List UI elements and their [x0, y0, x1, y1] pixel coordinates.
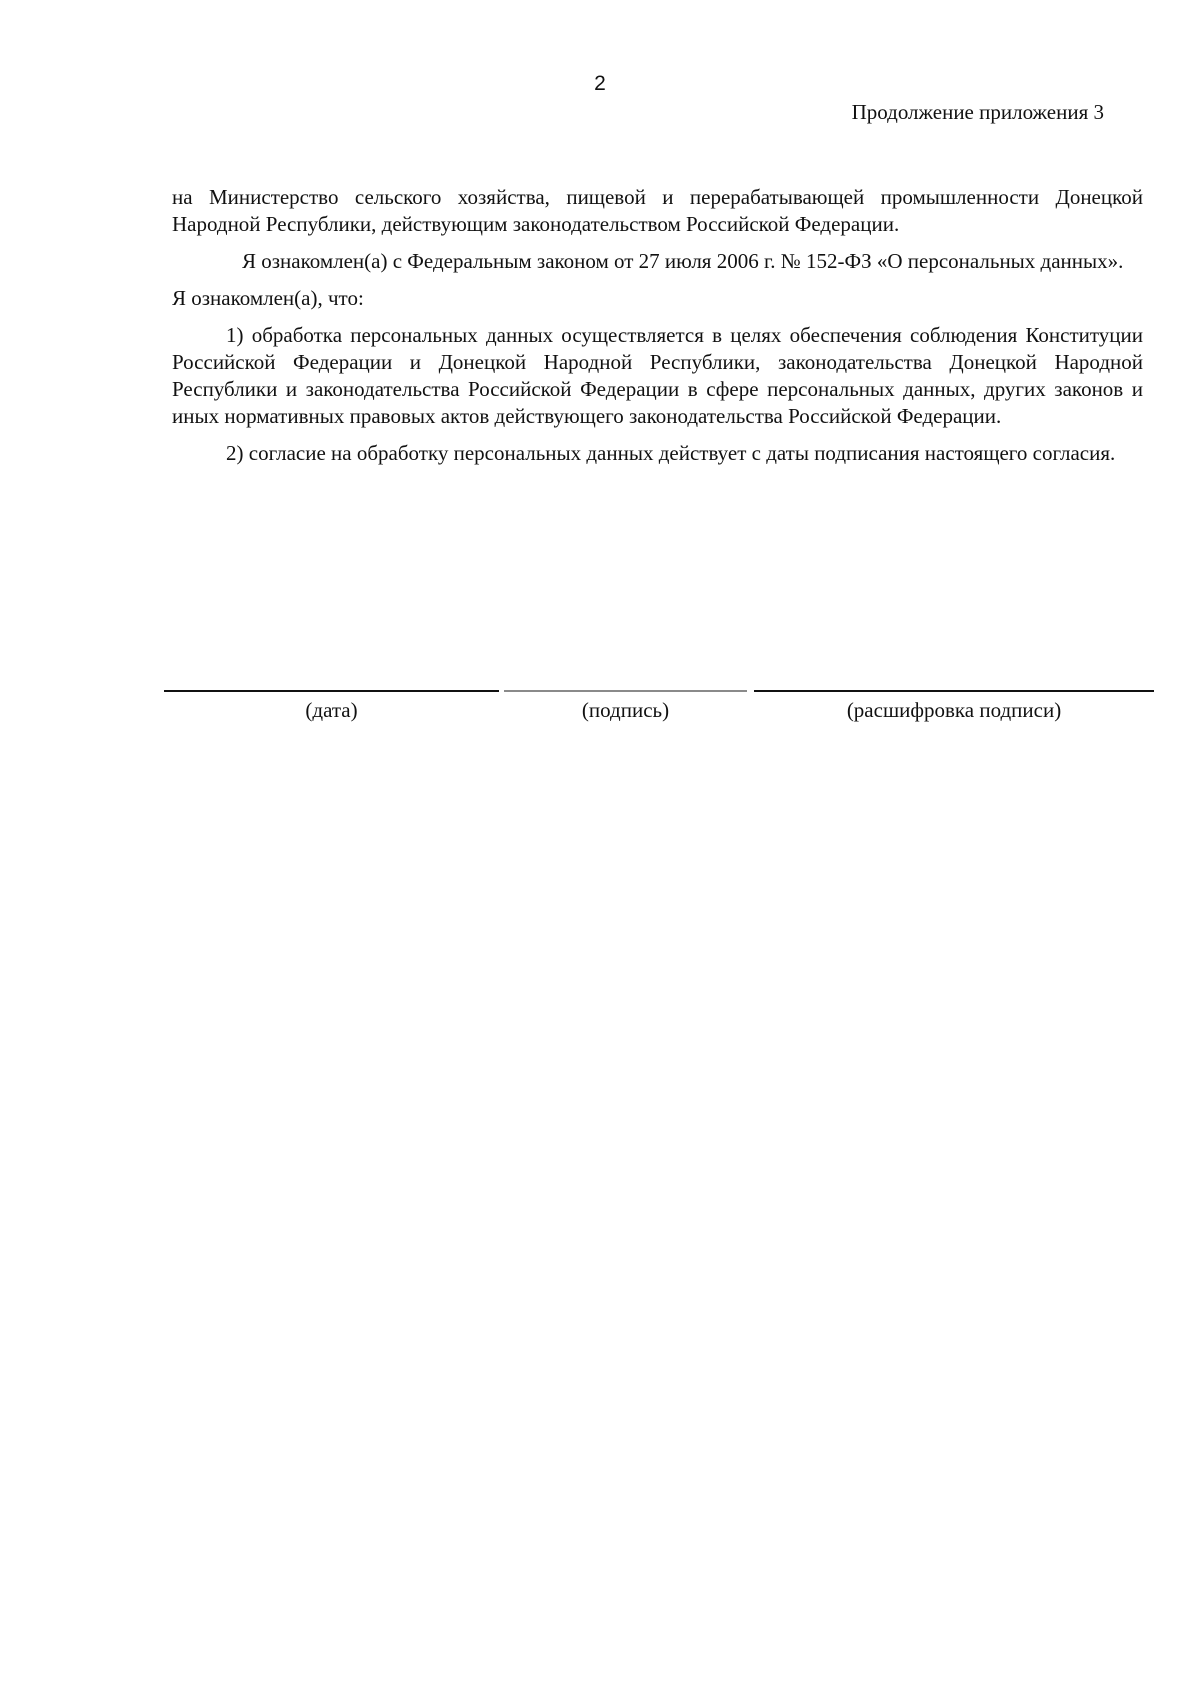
- name-label: (расшифровка подписи): [846, 698, 1062, 722]
- name-field: [754, 690, 1154, 723]
- signature-label: (подпись): [581, 698, 670, 722]
- signature-line: [504, 690, 747, 692]
- date-line: [164, 690, 499, 692]
- paragraph-item-1: 1) обработка персональных данных осуществляется в целях обеспечения соблюдения Конституции Российской Федерации и Донецкой Народной Республики, законодательства Донецкой Народной Республики и законодательства Российской Федерации в сфере персональных данных, других законов и иных нормативных правовых актов действующего законодательства Российской Федерации.: [172, 323, 1143, 428]
- page-number: 2: [594, 72, 606, 95]
- paragraph-continuation: на Министерство сельского хозяйства, пищевой и перерабатывающей промышленности Донецкой Народной Республики, действующим законодательством Российской Федерации.: [172, 185, 1143, 236]
- date-field: [164, 690, 499, 723]
- paragraph-item-2: 2) согласие на обработку персональных данных действует с даты подписания настоящего согласия.: [226, 441, 1116, 465]
- document-body: [172, 184, 1143, 477]
- signature-block: [164, 690, 1154, 750]
- name-line: [754, 690, 1154, 692]
- appendix-note: Продолжение приложения 3: [851, 100, 1104, 124]
- date-label: (дата): [305, 698, 358, 722]
- paragraph-acknowledged-that: Я ознакомлен(а), что:: [172, 286, 364, 310]
- paragraph-law-acknowledgement: Я ознакомлен(а) с Федеральным законом от 27 июля 2006 г. № 152-ФЗ «О персональных данных».: [242, 249, 1124, 273]
- signature-field: [504, 690, 747, 723]
